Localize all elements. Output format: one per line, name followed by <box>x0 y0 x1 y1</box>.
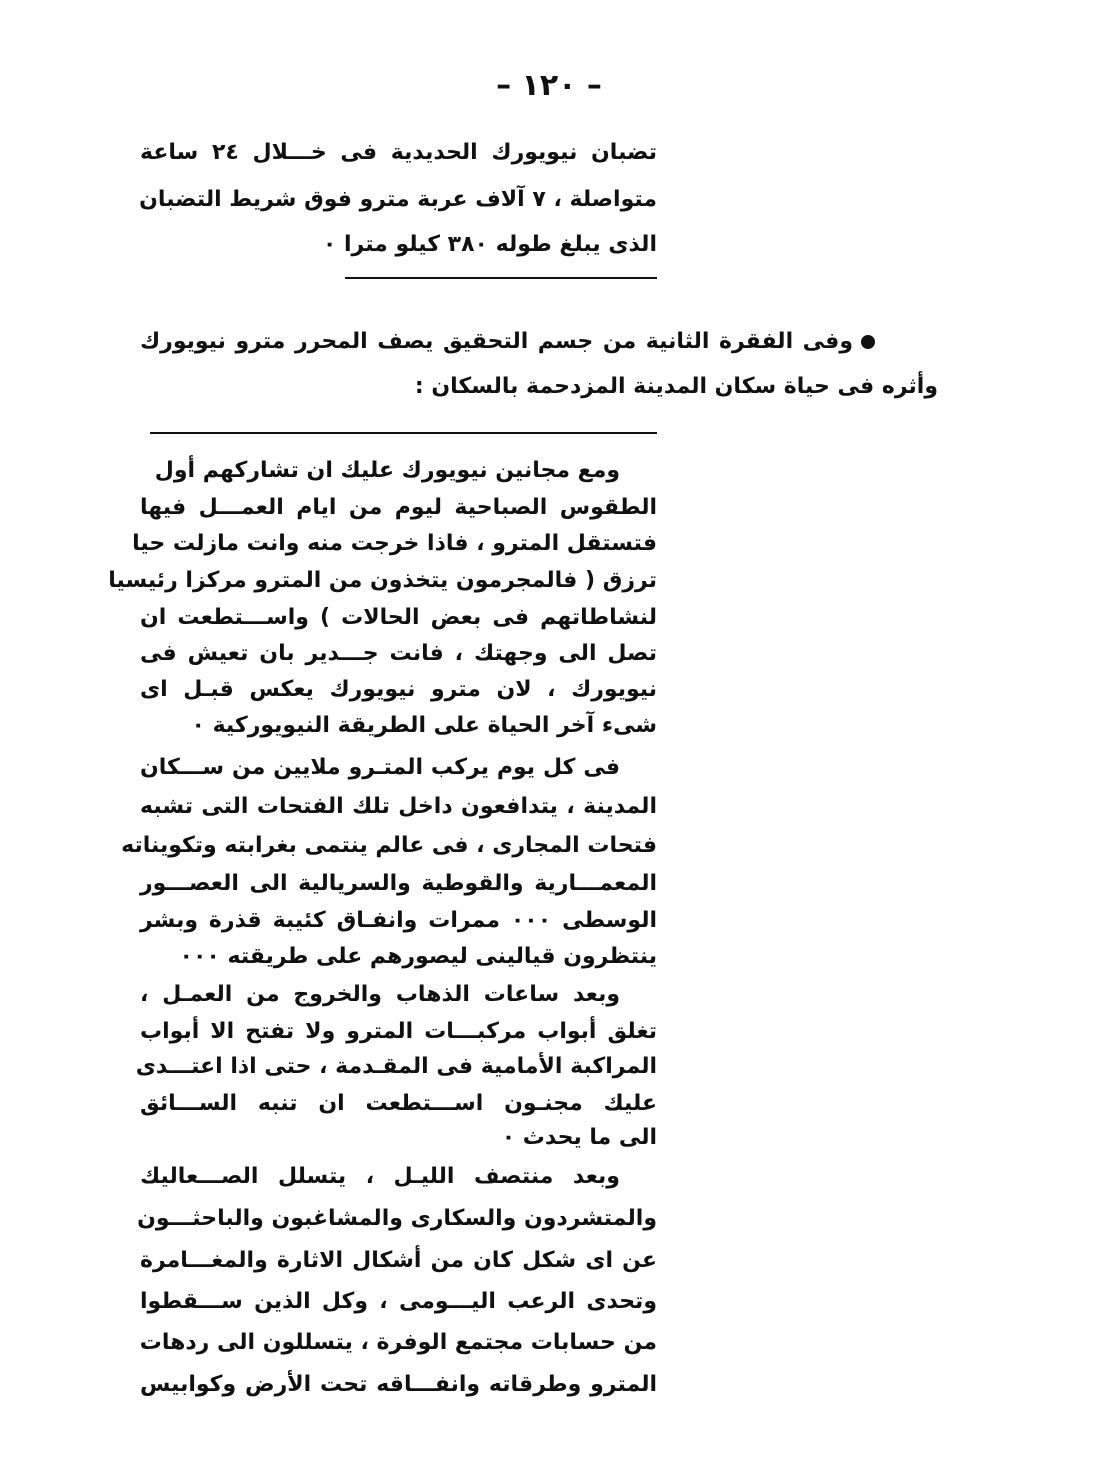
text-line: وأثره فى حياة سكان المدينة المزدحمة بالسكان : <box>414 374 938 399</box>
text-line: الطقوس الصباحية ليوم من ايام العمـــل فيها <box>140 495 657 520</box>
intro-line-text: وفى الفقرة الثانية من جسم التحقيق يصف المحرر مترو نيويورك <box>140 329 853 354</box>
text-line: المراكبة الأمامية فى المقـدمة ، حتى اذا اعتـــدى <box>135 1054 657 1079</box>
separator-rule <box>345 277 657 279</box>
text-line <box>140 325 875 361</box>
text-line: الوسطى ٠٠٠ ممرات وانفـاق كئيبة قذرة وبشر <box>140 908 657 933</box>
text-line: لنشاطاتهم فى بعض الحالات ) واســـتطعت ان <box>140 605 657 630</box>
text-line: وبعد منتصف الليـل ، يتسلل الصـــعاليك <box>140 1164 620 1189</box>
text-line: والمتشردون والسكارى والمشاغبون والباحثـــون <box>137 1206 657 1231</box>
text-line: ترزق ( فالمجرمون يتخذون من المترو مركزا رئيسيا <box>108 568 657 593</box>
text-line: وتحدى الرعب اليـــومى ، وكل الذين ســـقطوا <box>140 1289 657 1314</box>
text-line: عن اى شكل كان من أشكال الاثارة والمغـــامرة <box>140 1248 657 1273</box>
text-line: فتحات المجارى ، فى عالم ينتمى بغرابته وتكويناته <box>121 833 657 858</box>
text-line: تضبان نيويورك الحديدية فى خـــلال ٢٤ ساعة <box>140 140 657 165</box>
text-line: المدينة ، يتدافعون داخل تلك الفتحات التى تشبه <box>140 794 657 819</box>
page-number: – ١٢٠ – <box>496 68 602 103</box>
text-line: شىء آخر الحياة على الطريقة النيويوركية ٠ <box>191 713 657 738</box>
text-line: المترو وطرقاته وانفـــاقه تحت الأرض وكوابيس <box>140 1372 657 1397</box>
text-line: عليك مجنـون اســـتطعت ان تنبه الســـائق <box>140 1091 657 1116</box>
text-line: وبعد ساعات الذهاب والخروج من العمـل ، <box>140 982 620 1007</box>
text-line: المعمـــارية والقوطية والسريالية الى العصـــور <box>140 871 657 896</box>
text-line: تصل الى وجهتك ، فانت جـــدير بان تعيش فى <box>140 641 657 666</box>
text-line: فى كل يوم يركب المتـرو ملايين من ســـكان <box>140 755 620 780</box>
text-line: ومع مجانين نيويورك عليك ان تشاركهم أول <box>154 458 620 483</box>
text-line: فتستقل المترو ، فاذا خرجت منه وانت مازلت حيا <box>132 531 657 556</box>
separator-rule <box>150 432 657 434</box>
text-line: الذى يبلغ طوله ٣٨٠ كيلو مترا ٠ <box>322 232 657 257</box>
text-line: متواصلة ، ٧ آلاف عربة مترو فوق شريط التضبان <box>139 187 657 212</box>
text-line: نيويورك ، لان مترو نيويورك يعكس قبـل اى <box>140 677 657 702</box>
text-line: تغلق أبواب مركبـــات المترو ولا تفتح الا أبواب <box>140 1019 657 1044</box>
text-line: الى ما يحدث ٠ <box>501 1125 657 1150</box>
bullet-icon <box>861 335 875 349</box>
text-line: ينتظرون قيالينى ليصورهم على طريقته ٠٠٠ <box>179 944 657 969</box>
text-line: من حسابات مجتمع الوفرة ، يتسللون الى ردهات <box>139 1330 657 1355</box>
